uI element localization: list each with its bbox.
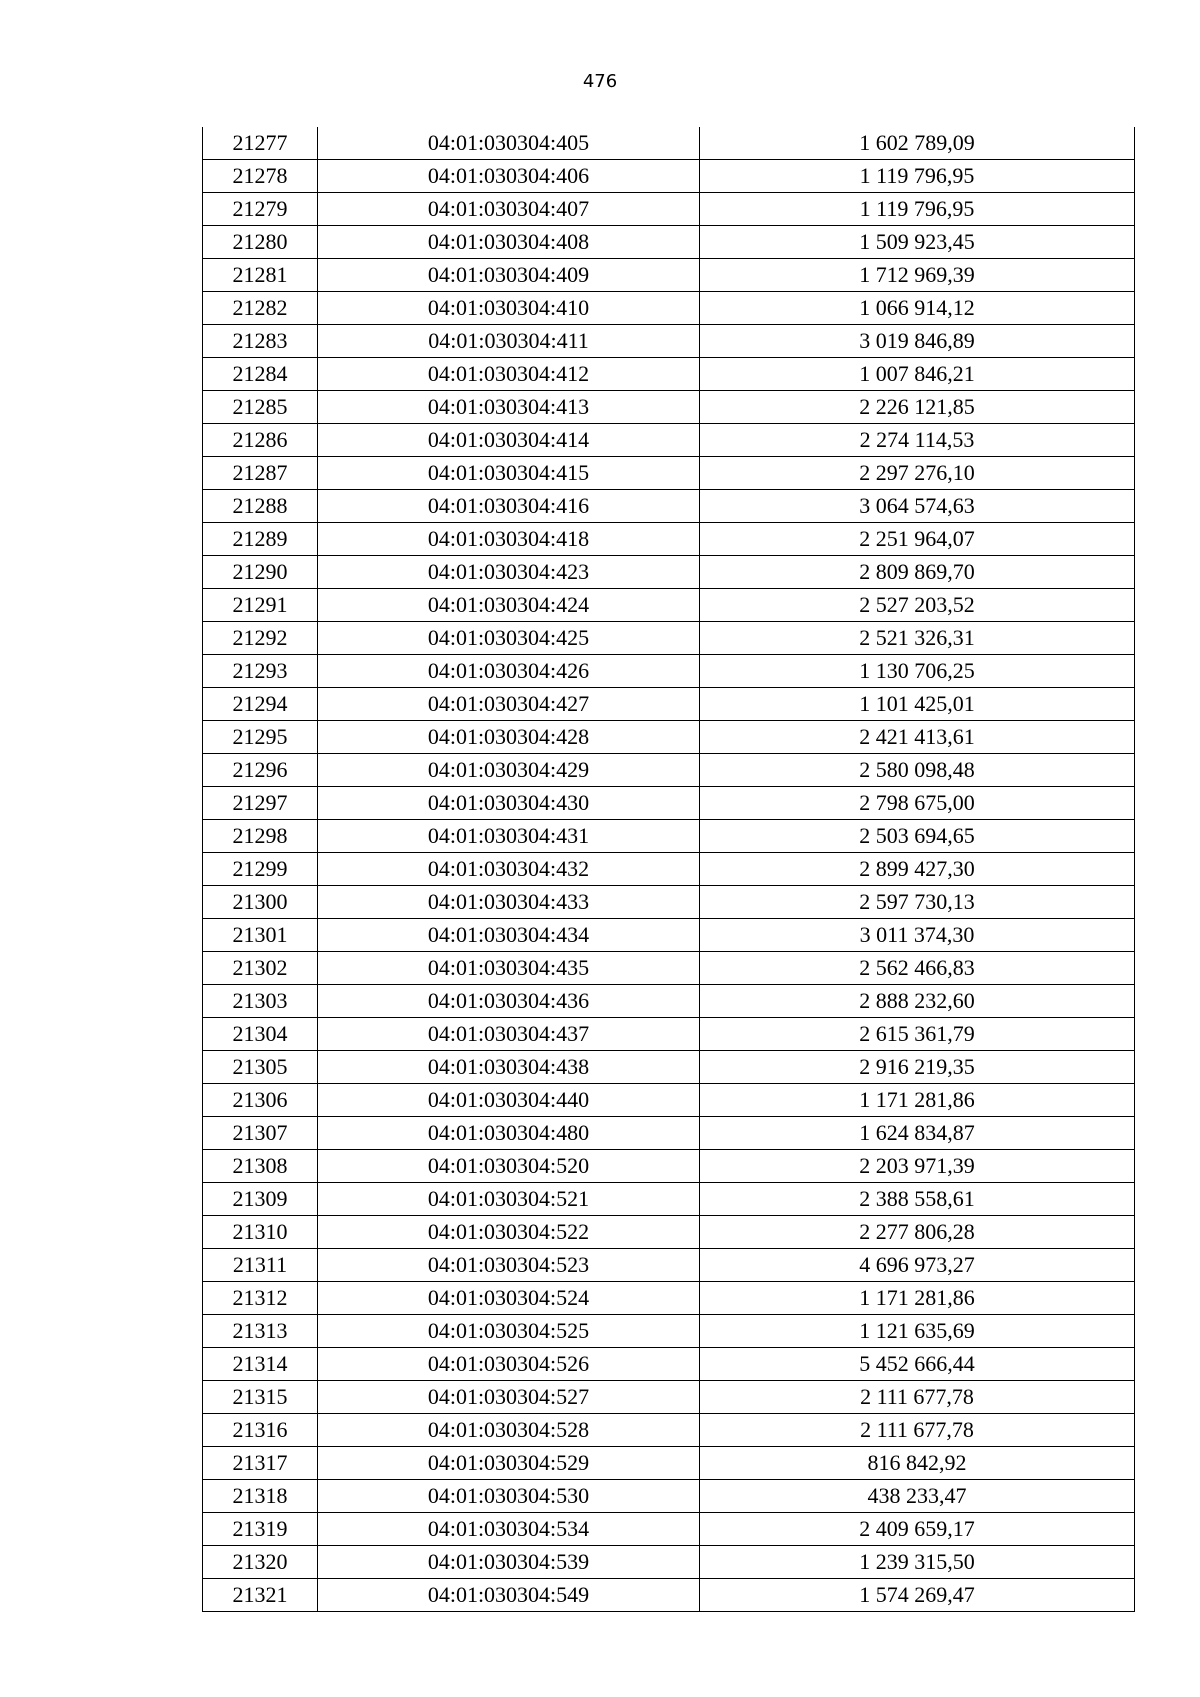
cadastral-number-cell: 04:01:030304:523	[318, 1249, 700, 1282]
row-number-cell: 21305	[203, 1051, 318, 1084]
cadastral-number-cell: 04:01:030304:413	[318, 391, 700, 424]
cadastral-number-cell: 04:01:030304:520	[318, 1150, 700, 1183]
table-row	[203, 655, 1135, 688]
cadastral-value-cell: 5 452 666,44	[700, 1348, 1135, 1381]
cadastral-number-cell: 04:01:030304:433	[318, 886, 700, 919]
row-number-cell: 21320	[203, 1546, 318, 1579]
table-row	[203, 325, 1135, 358]
row-number-cell: 21307	[203, 1117, 318, 1150]
row-number-cell: 21297	[203, 787, 318, 820]
table-body	[203, 127, 1135, 1612]
cadastral-number-cell: 04:01:030304:427	[318, 688, 700, 721]
table-row	[203, 358, 1135, 391]
table-row	[203, 193, 1135, 226]
cadastral-number-cell: 04:01:030304:522	[318, 1216, 700, 1249]
cadastral-number-cell: 04:01:030304:432	[318, 853, 700, 886]
row-number-cell: 21289	[203, 523, 318, 556]
table-row	[203, 127, 1135, 160]
cadastral-value-cell: 2 580 098,48	[700, 754, 1135, 787]
cadastral-number-cell: 04:01:030304:530	[318, 1480, 700, 1513]
row-number-cell: 21278	[203, 160, 318, 193]
cadastral-value-cell: 2 388 558,61	[700, 1183, 1135, 1216]
cadastral-number-cell: 04:01:030304:431	[318, 820, 700, 853]
cadastral-number-cell: 04:01:030304:428	[318, 721, 700, 754]
row-number-cell: 21281	[203, 259, 318, 292]
row-number-cell: 21315	[203, 1381, 318, 1414]
row-number-cell: 21321	[203, 1579, 318, 1612]
row-number-cell: 21299	[203, 853, 318, 886]
cadastral-number-cell: 04:01:030304:534	[318, 1513, 700, 1546]
row-number-cell: 21304	[203, 1018, 318, 1051]
cadastral-number-cell: 04:01:030304:526	[318, 1348, 700, 1381]
table-row	[203, 457, 1135, 490]
cadastral-value-table	[202, 127, 1135, 1612]
table-row	[203, 160, 1135, 193]
table-row	[203, 490, 1135, 523]
cadastral-number-cell: 04:01:030304:414	[318, 424, 700, 457]
table-row	[203, 754, 1135, 787]
cadastral-number-cell: 04:01:030304:528	[318, 1414, 700, 1447]
table-row	[203, 1513, 1135, 1546]
row-number-cell: 21279	[203, 193, 318, 226]
cadastral-number-cell: 04:01:030304:424	[318, 589, 700, 622]
cadastral-number-cell: 04:01:030304:434	[318, 919, 700, 952]
cadastral-value-cell: 3 064 574,63	[700, 490, 1135, 523]
table-row	[203, 1117, 1135, 1150]
page-number: 476	[582, 71, 618, 92]
cadastral-value-cell: 2 798 675,00	[700, 787, 1135, 820]
table-row	[203, 424, 1135, 457]
cadastral-value-cell: 2 899 427,30	[700, 853, 1135, 886]
cadastral-number-cell: 04:01:030304:438	[318, 1051, 700, 1084]
row-number-cell: 21301	[203, 919, 318, 952]
cadastral-value-cell: 1 171 281,86	[700, 1282, 1135, 1315]
row-number-cell: 21277	[203, 127, 318, 160]
cadastral-value-cell: 2 226 121,85	[700, 391, 1135, 424]
cadastral-number-cell: 04:01:030304:527	[318, 1381, 700, 1414]
cadastral-value-cell: 1 509 923,45	[700, 226, 1135, 259]
cadastral-value-cell: 1 130 706,25	[700, 655, 1135, 688]
table-row	[203, 1579, 1135, 1612]
cadastral-value-cell: 816 842,92	[700, 1447, 1135, 1480]
cadastral-value-cell: 2 111 677,78	[700, 1414, 1135, 1447]
cadastral-number-cell: 04:01:030304:429	[318, 754, 700, 787]
cadastral-value-cell: 1 171 281,86	[700, 1084, 1135, 1117]
row-number-cell: 21286	[203, 424, 318, 457]
cadastral-number-cell: 04:01:030304:539	[318, 1546, 700, 1579]
row-number-cell: 21319	[203, 1513, 318, 1546]
cadastral-value-cell: 1 574 269,47	[700, 1579, 1135, 1612]
row-number-cell: 21283	[203, 325, 318, 358]
row-number-cell: 21318	[203, 1480, 318, 1513]
cadastral-number-cell: 04:01:030304:549	[318, 1579, 700, 1612]
cadastral-value-cell: 2 421 413,61	[700, 721, 1135, 754]
cadastral-value-cell: 2 562 466,83	[700, 952, 1135, 985]
row-number-cell: 21306	[203, 1084, 318, 1117]
table-row	[203, 853, 1135, 886]
cadastral-number-cell: 04:01:030304:405	[318, 127, 700, 160]
cadastral-value-cell: 1 119 796,95	[700, 193, 1135, 226]
table-row	[203, 622, 1135, 655]
row-number-cell: 21302	[203, 952, 318, 985]
cadastral-value-cell: 1 066 914,12	[700, 292, 1135, 325]
cadastral-number-cell: 04:01:030304:410	[318, 292, 700, 325]
table-row	[203, 391, 1135, 424]
row-number-cell: 21303	[203, 985, 318, 1018]
row-number-cell: 21311	[203, 1249, 318, 1282]
cadastral-value-cell: 1 239 315,50	[700, 1546, 1135, 1579]
cadastral-number-cell: 04:01:030304:437	[318, 1018, 700, 1051]
cadastral-number-cell: 04:01:030304:423	[318, 556, 700, 589]
row-number-cell: 21317	[203, 1447, 318, 1480]
table-row	[203, 1018, 1135, 1051]
cadastral-value-cell: 2 521 326,31	[700, 622, 1135, 655]
cadastral-number-cell: 04:01:030304:430	[318, 787, 700, 820]
table-row	[203, 886, 1135, 919]
row-number-cell: 21310	[203, 1216, 318, 1249]
table-row	[203, 787, 1135, 820]
table-row	[203, 259, 1135, 292]
table-row	[203, 226, 1135, 259]
table-row	[203, 1150, 1135, 1183]
row-number-cell: 21309	[203, 1183, 318, 1216]
row-number-cell: 21285	[203, 391, 318, 424]
cadastral-value-cell: 1 624 834,87	[700, 1117, 1135, 1150]
cadastral-value-cell: 1 712 969,39	[700, 259, 1135, 292]
row-number-cell: 21316	[203, 1414, 318, 1447]
table-row	[203, 1315, 1135, 1348]
row-number-cell: 21293	[203, 655, 318, 688]
row-number-cell: 21292	[203, 622, 318, 655]
cadastral-number-cell: 04:01:030304:411	[318, 325, 700, 358]
table-row	[203, 1546, 1135, 1579]
table-row	[203, 1282, 1135, 1315]
cadastral-value-cell: 2 409 659,17	[700, 1513, 1135, 1546]
cadastral-number-cell: 04:01:030304:521	[318, 1183, 700, 1216]
cadastral-value-cell: 2 251 964,07	[700, 523, 1135, 556]
row-number-cell: 21288	[203, 490, 318, 523]
cadastral-number-cell: 04:01:030304:412	[318, 358, 700, 391]
table-row	[203, 556, 1135, 589]
cadastral-number-cell: 04:01:030304:407	[318, 193, 700, 226]
cadastral-number-cell: 04:01:030304:408	[318, 226, 700, 259]
cadastral-value-cell: 4 696 973,27	[700, 1249, 1135, 1282]
cadastral-value-cell: 1 007 846,21	[700, 358, 1135, 391]
table-row	[203, 1183, 1135, 1216]
cadastral-number-cell: 04:01:030304:406	[318, 160, 700, 193]
table-row	[203, 1216, 1135, 1249]
row-number-cell: 21312	[203, 1282, 318, 1315]
table-row	[203, 1084, 1135, 1117]
cadastral-value-cell: 2 809 869,70	[700, 556, 1135, 589]
table-row	[203, 292, 1135, 325]
table-row	[203, 688, 1135, 721]
cadastral-value-cell: 2 203 971,39	[700, 1150, 1135, 1183]
table-row	[203, 1447, 1135, 1480]
cadastral-value-cell: 2 527 203,52	[700, 589, 1135, 622]
cadastral-value-cell: 3 011 374,30	[700, 919, 1135, 952]
cadastral-value-cell: 2 916 219,35	[700, 1051, 1135, 1084]
table-row	[203, 523, 1135, 556]
cadastral-number-cell: 04:01:030304:436	[318, 985, 700, 1018]
cadastral-value-cell: 1 121 635,69	[700, 1315, 1135, 1348]
row-number-cell: 21296	[203, 754, 318, 787]
table-row	[203, 721, 1135, 754]
cadastral-value-cell: 2 597 730,13	[700, 886, 1135, 919]
cadastral-number-cell: 04:01:030304:440	[318, 1084, 700, 1117]
table-row	[203, 820, 1135, 853]
cadastral-value-cell: 2 503 694,65	[700, 820, 1135, 853]
cadastral-value-cell: 2 297 276,10	[700, 457, 1135, 490]
table-row	[203, 1249, 1135, 1282]
cadastral-number-cell: 04:01:030304:418	[318, 523, 700, 556]
cadastral-value-cell: 438 233,47	[700, 1480, 1135, 1513]
cadastral-number-cell: 04:01:030304:416	[318, 490, 700, 523]
row-number-cell: 21313	[203, 1315, 318, 1348]
cadastral-number-cell: 04:01:030304:524	[318, 1282, 700, 1315]
cadastral-value-cell: 2 274 114,53	[700, 424, 1135, 457]
table-row	[203, 985, 1135, 1018]
cadastral-value-cell: 1 119 796,95	[700, 160, 1135, 193]
cadastral-value-cell: 1 101 425,01	[700, 688, 1135, 721]
table-row	[203, 1414, 1135, 1447]
row-number-cell: 21298	[203, 820, 318, 853]
cadastral-number-cell: 04:01:030304:529	[318, 1447, 700, 1480]
cadastral-number-cell: 04:01:030304:415	[318, 457, 700, 490]
row-number-cell: 21291	[203, 589, 318, 622]
row-number-cell: 21308	[203, 1150, 318, 1183]
row-number-cell: 21314	[203, 1348, 318, 1381]
table-row	[203, 589, 1135, 622]
cadastral-value-cell: 3 019 846,89	[700, 325, 1135, 358]
row-number-cell: 21300	[203, 886, 318, 919]
table-row	[203, 919, 1135, 952]
cadastral-value-cell: 2 615 361,79	[700, 1018, 1135, 1051]
cadastral-value-cell: 2 888 232,60	[700, 985, 1135, 1018]
cadastral-number-cell: 04:01:030304:425	[318, 622, 700, 655]
table-row	[203, 1051, 1135, 1084]
cadastral-number-cell: 04:01:030304:409	[318, 259, 700, 292]
row-number-cell: 21295	[203, 721, 318, 754]
row-number-cell: 21290	[203, 556, 318, 589]
cadastral-number-cell: 04:01:030304:426	[318, 655, 700, 688]
row-number-cell: 21282	[203, 292, 318, 325]
cadastral-number-cell: 04:01:030304:525	[318, 1315, 700, 1348]
cadastral-value-cell: 2 111 677,78	[700, 1381, 1135, 1414]
table-row	[203, 1480, 1135, 1513]
table-row	[203, 952, 1135, 985]
cadastral-number-cell: 04:01:030304:480	[318, 1117, 700, 1150]
row-number-cell: 21284	[203, 358, 318, 391]
row-number-cell: 21280	[203, 226, 318, 259]
row-number-cell: 21287	[203, 457, 318, 490]
table-row	[203, 1381, 1135, 1414]
cadastral-number-cell: 04:01:030304:435	[318, 952, 700, 985]
cadastral-value-cell: 2 277 806,28	[700, 1216, 1135, 1249]
table-row	[203, 1348, 1135, 1381]
cadastral-value-cell: 1 602 789,09	[700, 127, 1135, 160]
row-number-cell: 21294	[203, 688, 318, 721]
